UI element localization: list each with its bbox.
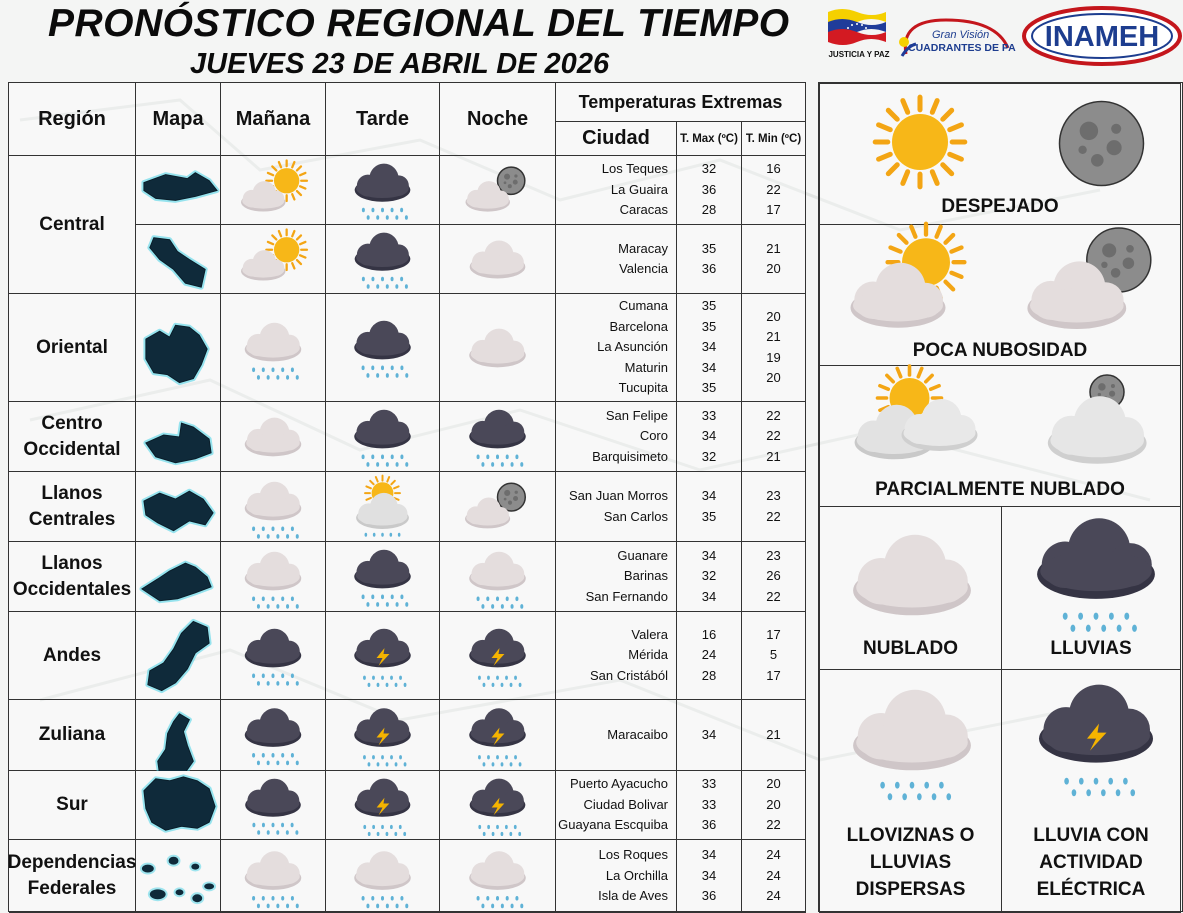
header-tmin xyxy=(742,122,806,156)
region-map-icon xyxy=(136,156,220,225)
poca-nubosidad-noche-icon xyxy=(440,472,555,542)
city-list xyxy=(556,840,677,913)
moon-cloud-icon xyxy=(1018,227,1158,337)
tmax-list xyxy=(677,771,742,840)
tmax-value: 35 xyxy=(701,318,717,334)
tmax-value: 16 xyxy=(701,626,717,642)
afternoon-cell xyxy=(326,294,440,402)
tmax-list xyxy=(677,612,742,700)
header-tarde xyxy=(326,83,440,156)
tmin-list xyxy=(742,294,806,402)
map-cell xyxy=(136,472,221,542)
tmax-value: 34 xyxy=(701,726,717,742)
tmax-value: 34 xyxy=(701,428,717,444)
legend-label-poca-nubosidad: POCA NUBOSIDAD xyxy=(912,340,1088,361)
parcialmente-nublado-dia-icon xyxy=(326,472,439,542)
tmin-value: 22 xyxy=(766,428,781,444)
lluvia-electrica-icon xyxy=(326,771,439,840)
afternoon-cell xyxy=(326,612,440,700)
tmax-value: 35 xyxy=(701,380,717,396)
region-name: Centro Occidental xyxy=(23,412,121,460)
night-cell xyxy=(440,542,556,612)
header-manana-label: Mañana xyxy=(235,107,311,130)
map-cell xyxy=(136,612,221,700)
morning-cell xyxy=(221,840,326,913)
city-name: San Cristából xyxy=(589,667,668,683)
lloviznas-icon xyxy=(221,840,325,913)
tmax-value: 34 xyxy=(701,359,717,375)
tmin-value: 19 xyxy=(766,349,781,365)
tmax-value: 36 xyxy=(701,817,717,833)
city-name: San Carlos xyxy=(603,508,668,524)
header-region xyxy=(9,83,136,156)
header-mapa-label: Mapa xyxy=(152,107,204,130)
morning-cell xyxy=(221,294,326,402)
region-cell xyxy=(9,700,136,771)
tmax-value: 33 xyxy=(701,776,717,792)
flag-icon xyxy=(826,6,888,48)
tmax-value: 34 xyxy=(701,847,717,863)
tmin-list xyxy=(742,225,806,294)
morning-cell xyxy=(221,542,326,612)
map-cell xyxy=(136,156,221,225)
city-name: La Guaira xyxy=(610,181,668,197)
tmin-value: 22 xyxy=(766,817,781,833)
tmin-value: 5 xyxy=(769,647,778,663)
legend-despejado xyxy=(819,83,1181,225)
city-name: Coro xyxy=(639,428,668,444)
afternoon-cell xyxy=(326,156,440,225)
tmax-value: 34 xyxy=(701,547,717,563)
tmin-list xyxy=(742,156,806,225)
city-name: Guayana Escquiba xyxy=(558,817,668,833)
city-name: Valencia xyxy=(619,261,668,276)
city-list xyxy=(556,542,677,612)
tmax-value: 34 xyxy=(701,488,717,503)
city-name: La Asunción xyxy=(597,339,668,355)
afternoon-cell xyxy=(326,225,440,294)
lloviznas-icon xyxy=(221,542,325,612)
morning-cell xyxy=(221,402,326,472)
tmin-value: 20 xyxy=(766,776,781,792)
city-name: Los Teques xyxy=(601,161,668,177)
header-tarde-label: Tarde xyxy=(356,107,409,130)
city-name: Puerto Ayacucho xyxy=(569,776,668,792)
city-list xyxy=(556,612,677,700)
lluvias-icon xyxy=(221,612,325,700)
region-map-icon xyxy=(136,472,220,542)
morning-cell xyxy=(221,156,326,225)
tmax-value: 32 xyxy=(701,568,717,584)
city-name: San Felipe xyxy=(605,407,668,423)
night-cell xyxy=(440,294,556,402)
tmax-list xyxy=(677,156,742,225)
region-name: Dependencias Federales xyxy=(7,852,137,899)
inameh-logo xyxy=(1022,4,1182,66)
gran-vision-line2: CUADRANTES DE PAZ xyxy=(908,42,1016,54)
night-cell xyxy=(440,225,556,294)
city-list xyxy=(556,225,677,294)
header-tmax xyxy=(677,122,742,156)
region-map-icon xyxy=(136,840,220,913)
poca-nubosidad-dia-icon xyxy=(221,225,325,294)
flag-caption: JUSTICIA Y PAZ xyxy=(828,50,890,59)
drizzle-cloud-icon xyxy=(842,682,982,802)
nublado-icon xyxy=(440,225,555,294)
region-map-icon xyxy=(136,225,220,294)
lluvias-icon xyxy=(326,402,439,472)
legend-poca-nubosidad xyxy=(819,224,1181,366)
city-name: Barcelona xyxy=(609,318,668,334)
sun-icon xyxy=(865,92,975,192)
city-list xyxy=(556,294,677,402)
tmin-value: 20 xyxy=(766,370,781,385)
tmax-value: 35 xyxy=(701,298,717,314)
lluvias-icon xyxy=(326,542,439,612)
legend-label-lluvia-electrica: LLUVIA CON ACTIVIDAD ELÉCTRICA xyxy=(1033,825,1149,900)
tmin-value: 23 xyxy=(766,547,781,563)
city-name: Ciudad Bolivar xyxy=(583,796,668,812)
afternoon-cell xyxy=(326,472,440,542)
legend-label-despejado: DESPEJADO xyxy=(941,196,1059,217)
lluvias-icon xyxy=(326,225,439,294)
tmin-list xyxy=(742,402,806,472)
gran-vision-line1: Gran Visión xyxy=(932,29,990,41)
region-cell xyxy=(9,156,136,294)
region-map-icon xyxy=(136,700,220,771)
tmax-value: 36 xyxy=(701,888,717,904)
header-noche xyxy=(440,83,556,156)
header-region-label: Región xyxy=(38,107,106,130)
region-cell xyxy=(9,840,136,913)
tmax-value: 24 xyxy=(701,647,717,663)
region-name: Central xyxy=(39,213,105,235)
lluvia-electrica-icon xyxy=(326,612,439,700)
morning-cell xyxy=(221,472,326,542)
tmax-value: 33 xyxy=(701,796,717,812)
lluvias-icon xyxy=(326,156,439,225)
city-name: Isla de Aves xyxy=(598,888,668,904)
tmax-value: 34 xyxy=(701,588,717,604)
city-name: Maracaibo xyxy=(607,726,668,742)
tmin-list xyxy=(742,542,806,612)
city-name: Guanare xyxy=(617,547,668,563)
city-name: Tucupita xyxy=(618,380,668,396)
header-tmax-label: T. Max (ºC) xyxy=(680,132,738,145)
tmax-list xyxy=(677,472,742,542)
legend-nublado xyxy=(819,506,1002,670)
city-list xyxy=(556,771,677,840)
tmax-value: 36 xyxy=(701,181,717,197)
lluvias-icon xyxy=(326,294,439,402)
lloviznas-icon xyxy=(440,542,555,612)
night-cell xyxy=(440,771,556,840)
nublado-icon xyxy=(221,402,325,472)
region-cell xyxy=(9,472,136,542)
nublado-icon xyxy=(440,294,555,402)
legend-panel xyxy=(818,82,1183,912)
tmin-value: 24 xyxy=(766,847,781,863)
city-name: Barinas xyxy=(623,568,668,584)
morning-cell xyxy=(221,225,326,294)
map-cell xyxy=(136,840,221,913)
map-cell xyxy=(136,771,221,840)
city-name: Barquisimeto xyxy=(592,448,668,464)
tmin-value: 21 xyxy=(766,726,781,742)
lloviznas-icon xyxy=(221,472,325,542)
tmax-list xyxy=(677,294,742,402)
tmax-value: 34 xyxy=(701,867,717,883)
tmax-list xyxy=(677,402,742,472)
region-cell xyxy=(9,542,136,612)
city-list xyxy=(556,402,677,472)
tmax-value: 36 xyxy=(701,261,717,276)
sun-cloud-icon xyxy=(842,227,982,337)
tmin-value: 20 xyxy=(766,308,781,324)
lluvias-icon xyxy=(440,402,555,472)
moon-clouds-icon xyxy=(1030,370,1170,470)
lloviznas-icon xyxy=(326,840,439,913)
lluvias-icon xyxy=(221,771,325,840)
morning-cell xyxy=(221,771,326,840)
header-noche-label: Noche xyxy=(466,107,529,130)
tmin-value: 20 xyxy=(766,796,781,812)
city-name: Los Roques xyxy=(598,847,668,863)
header-tmin-label: T. Min (ºC) xyxy=(745,132,802,145)
afternoon-cell xyxy=(326,840,440,913)
region-name: Zuliana xyxy=(38,724,106,745)
lluvia-electrica-icon xyxy=(326,700,439,771)
city-list xyxy=(556,156,677,225)
city-name: San Fernando xyxy=(585,588,668,604)
city-name: Cumana xyxy=(618,298,668,314)
legend-label-lluvias: LLUVIAS xyxy=(1050,638,1132,659)
lloviznas-icon xyxy=(440,840,555,913)
tmin-value: 21 xyxy=(766,240,781,256)
inameh-wordmark: INAMEH xyxy=(1044,21,1160,53)
page-title: PRONÓSTICO REGIONAL DEL TIEMPO xyxy=(48,2,790,45)
header-ciudad xyxy=(556,122,677,156)
tmin-value: 22 xyxy=(766,508,781,524)
legend-label-nublado: NUBLADO xyxy=(863,638,958,659)
cloud-icon xyxy=(842,525,982,625)
tmax-value: 32 xyxy=(701,448,717,464)
afternoon-cell xyxy=(326,402,440,472)
tmin-value: 22 xyxy=(766,588,781,604)
thunderstorm-cloud-icon xyxy=(1026,678,1166,798)
tmax-list xyxy=(677,840,742,913)
tmin-value: 22 xyxy=(766,181,781,197)
city-name: Mérida xyxy=(628,647,668,663)
afternoon-cell xyxy=(326,700,440,771)
venezuela-flag-logo xyxy=(826,6,888,60)
city-name: Maracay xyxy=(618,240,668,256)
tmin-list xyxy=(742,472,806,542)
header-mapa xyxy=(136,83,221,156)
poca-nubosidad-noche-icon xyxy=(440,156,555,225)
city-name: Caracas xyxy=(619,202,668,218)
region-name: Andes xyxy=(42,644,102,666)
tmax-value: 28 xyxy=(701,667,717,683)
header-temps xyxy=(556,83,806,122)
region-name: Sur xyxy=(56,794,88,815)
night-cell xyxy=(440,402,556,472)
tmax-list xyxy=(677,700,742,771)
lluvias-icon xyxy=(221,700,325,771)
night-cell xyxy=(440,840,556,913)
morning-cell xyxy=(221,700,326,771)
map-cell xyxy=(136,294,221,402)
legend-parcialmente-nublado xyxy=(819,365,1181,507)
lluvia-electrica-icon xyxy=(440,612,555,700)
tmin-value: 17 xyxy=(766,202,781,218)
header-ciudad-label: Ciudad xyxy=(582,127,650,149)
tmax-value: 35 xyxy=(701,240,717,256)
moon-icon xyxy=(1054,96,1149,191)
tmin-value: 24 xyxy=(766,888,781,904)
region-map-icon xyxy=(136,294,220,402)
city-list xyxy=(556,472,677,542)
tmax-value: 33 xyxy=(701,407,717,423)
tmin-list xyxy=(742,771,806,840)
region-map-icon xyxy=(136,612,220,700)
tmin-value: 16 xyxy=(766,161,781,177)
region-cell xyxy=(9,402,136,472)
night-cell xyxy=(440,700,556,771)
legend-label-lloviznas: LLOVIZNAS O LLUVIAS DISPERSAS xyxy=(846,825,975,900)
lloviznas-icon xyxy=(221,294,325,402)
tmin-value: 22 xyxy=(766,407,781,423)
tmax-list xyxy=(677,225,742,294)
forecast-date: JUEVES 23 DE ABRIL DE 2026 xyxy=(190,48,610,80)
header-manana xyxy=(221,83,326,156)
night-cell xyxy=(440,612,556,700)
tmax-list xyxy=(677,542,742,612)
map-cell xyxy=(136,402,221,472)
rain-cloud-icon xyxy=(1026,513,1166,633)
legend-lluvias xyxy=(1001,506,1181,670)
region-name: Oriental xyxy=(36,336,108,358)
tmax-value: 35 xyxy=(701,508,717,524)
sun-clouds-icon xyxy=(842,370,992,470)
tmin-value: 26 xyxy=(766,568,781,584)
tmin-value: 23 xyxy=(766,488,781,503)
region-map-icon xyxy=(136,402,220,472)
city-name: San Juan Morros xyxy=(569,488,668,503)
tmin-list xyxy=(742,612,806,700)
map-cell xyxy=(136,225,221,294)
tmin-value: 17 xyxy=(766,667,781,683)
map-cell xyxy=(136,542,221,612)
region-map-icon xyxy=(136,771,220,840)
tmin-value: 24 xyxy=(766,867,781,883)
tmin-value: 21 xyxy=(766,329,781,344)
lluvia-electrica-icon xyxy=(440,700,555,771)
night-cell xyxy=(440,156,556,225)
poca-nubosidad-dia-icon xyxy=(221,156,325,225)
tmax-value: 34 xyxy=(701,339,717,355)
tmin-list xyxy=(742,840,806,913)
forecast-table xyxy=(8,82,806,912)
region-name: Llanos Occidentales xyxy=(12,552,132,600)
region-cell xyxy=(9,612,136,700)
tmax-value: 32 xyxy=(701,161,717,177)
tmin-value: 17 xyxy=(766,626,781,642)
region-cell xyxy=(9,771,136,840)
tmin-value: 20 xyxy=(766,261,781,276)
region-cell xyxy=(9,294,136,402)
tmin-list xyxy=(742,700,806,771)
night-cell xyxy=(440,472,556,542)
afternoon-cell xyxy=(326,542,440,612)
tmax-value: 28 xyxy=(701,202,717,218)
map-cell xyxy=(136,700,221,771)
header-temps-label: Temperaturas Extremas xyxy=(578,91,783,112)
gran-vision-logo xyxy=(896,14,1016,62)
legend-lloviznas xyxy=(819,669,1002,913)
afternoon-cell xyxy=(326,771,440,840)
city-name: Maturin xyxy=(624,359,668,375)
region-map-icon xyxy=(136,542,220,612)
legend-lluvia-electrica xyxy=(1001,669,1181,913)
lluvia-electrica-icon xyxy=(440,771,555,840)
region-name: Llanos Centrales xyxy=(28,482,116,530)
city-list xyxy=(556,700,677,771)
tmin-value: 21 xyxy=(766,448,781,464)
city-name: La Orchilla xyxy=(605,867,668,883)
city-name: Valera xyxy=(631,626,668,642)
morning-cell xyxy=(221,612,326,700)
legend-label-parcialmente-nublado: PARCIALMENTE NUBLADO xyxy=(875,479,1125,500)
